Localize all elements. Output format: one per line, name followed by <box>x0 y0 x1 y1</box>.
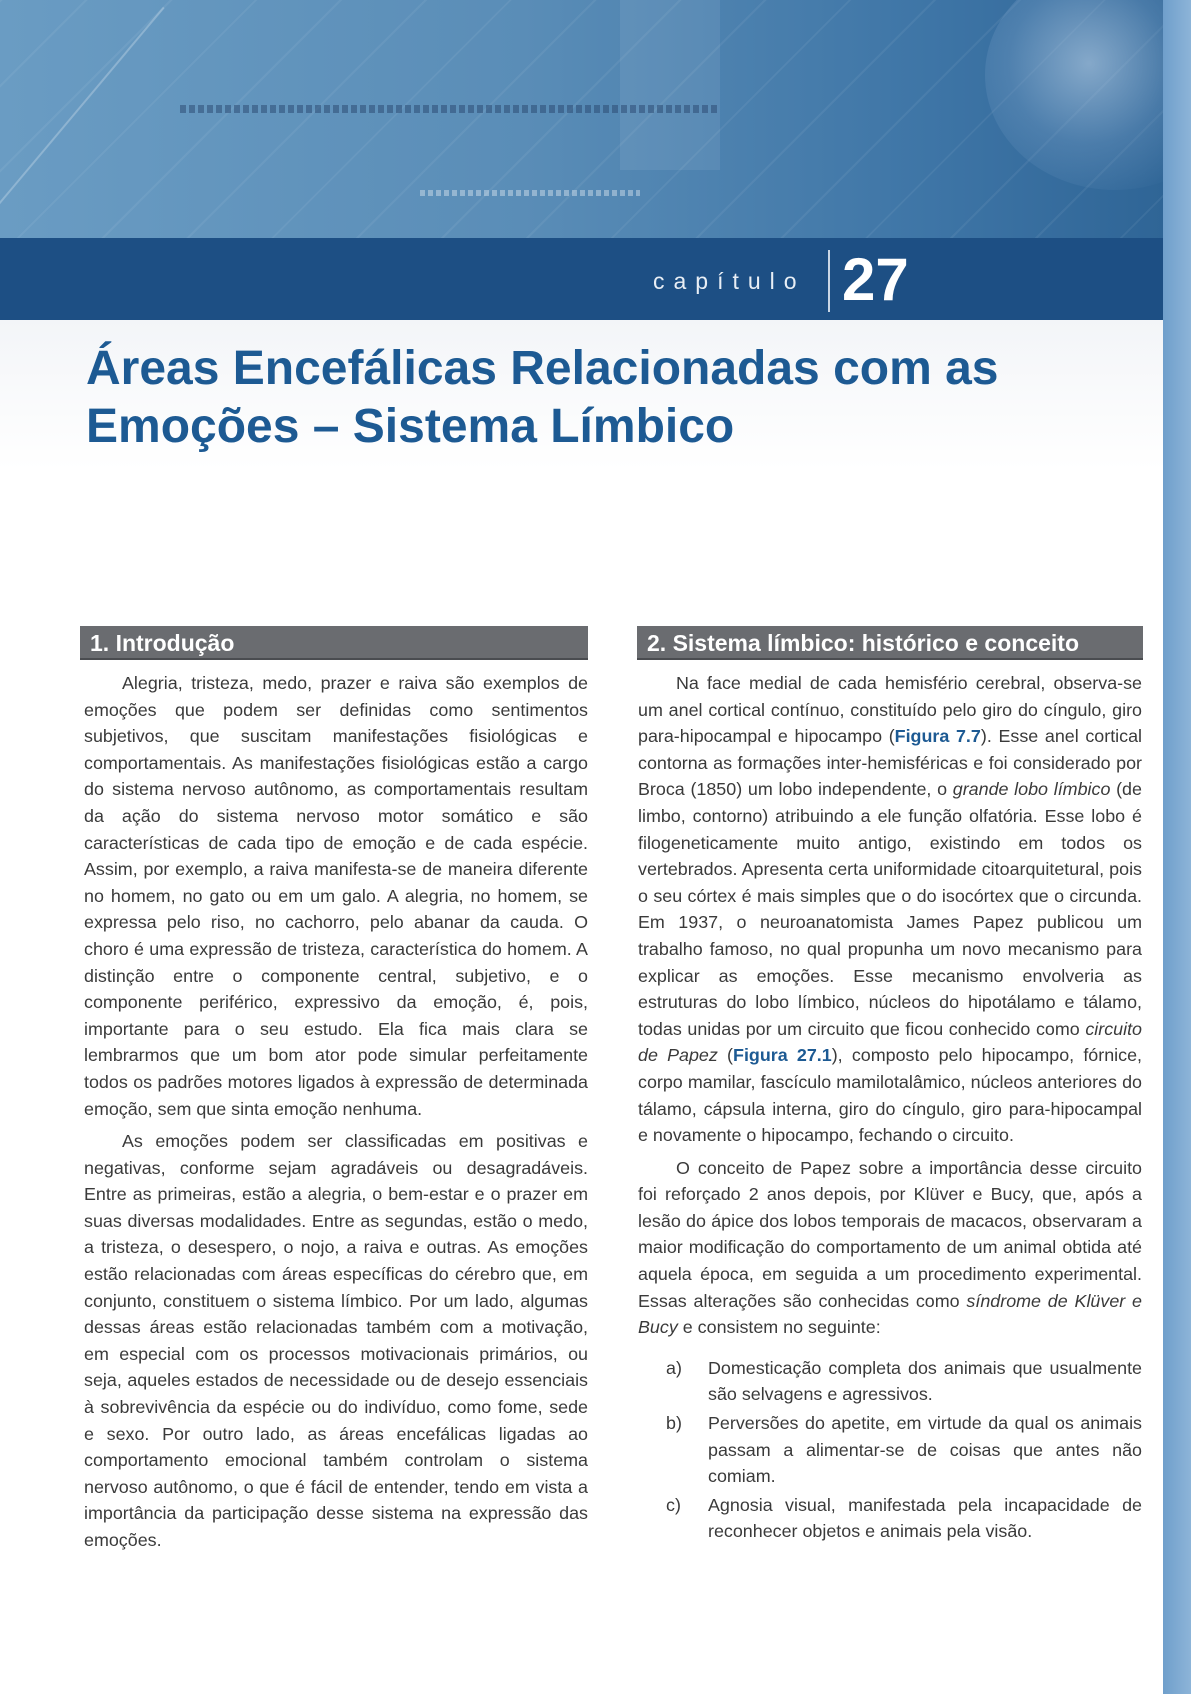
banner-decoration <box>0 7 165 238</box>
list-item-text: Agnosia visual, manifestada pela incapacidade de reconhecer objetos e animais pela visão. <box>708 1494 1142 1542</box>
text-run: ). Esse anel cortical contorna as formações inter-hemisféricas e foi considerado por Broca (1850) um lobo independente, o <box>638 726 1143 800</box>
text-run: (de limbo, contorno) atribuindo a ele função olfatória. Esse lobo é filogeneticamente muito antigo, existindo em todos os vertebrados. Apresenta certa uniformidade citoarquitetural, pois o seu córtex é mais simples que o do isocórtex que o circunda. Em 1937, o neuroanatomista James Papez publicou um trabalho famoso, no qual propunha um novo mecanismo para explicar as emoções. Esse mecanismo envolveria as estruturas do lobo límbico, núcleos do hipotálamo e tálamo, todas unidas por um circuito que ficou conhecido como <box>638 779 1142 1039</box>
page-edge-strip <box>1163 0 1191 1694</box>
list-item-text: Domesticação completa dos animais que usualmente são selvagens e agressivos. <box>708 1357 1142 1405</box>
list-item <box>638 1492 1142 1545</box>
chapter-divider <box>828 250 830 312</box>
emphasis-term: síndrome de Klüver e Bucy <box>638 1290 1142 1338</box>
list-item-text: Perversões do apetite, em virtude da qual os animais passam a alimentar-se de coisas que antes não comiam. <box>708 1413 1142 1487</box>
list-item <box>638 1355 1142 1408</box>
section-heading-sistema-limbico: 2. Sistema límbico: histórico e conceito <box>637 626 1143 660</box>
list-item <box>638 1410 1142 1490</box>
text-run: ), composto pelo hipocampo, fórnice, corpo mamilar, fascículo mamilotalâmico, núcleos anteriores do tálamo, cápsula interna, giro do cíngulo, giro para-hipocampal e novamente o hipocampo, fechando o circuito. <box>638 1045 1142 1146</box>
chapter-bar <box>0 238 1163 320</box>
section-heading-introducao: 1. Introdução <box>80 626 588 660</box>
text-run: e consistem no seguinte: <box>677 1317 881 1338</box>
list-marker: a) <box>666 1357 682 1378</box>
header-banner <box>0 0 1163 238</box>
paragraph <box>638 1155 1142 1341</box>
paragraph: As emoções podem ser classificadas em positivas e negativas, conforme sejam agradáveis ou desagradáveis. Entre as primeiras, estão a alegria, o bem-estar e o prazer em suas diversas modalidades. Entre as segundas, estão o medo, a tristeza, o desespero, o nojo, a raiva e outras. As emoções estão relacionadas com áreas específicas do cérebro que, em conjunto, constituem o sistema límbico. Por um lado, algumas dessas áreas estão relacionadas também com a motivação, em especial com os processos motivacionais primários, ou seja, aqueles estados de necessidade ou de desejo essenciais à sobrevivência da espécie ou do indivíduo, como fome, sede e sexo. Por outro lado, as áreas encefálicas ligadas ao comportamento emocional também controlam o sistema nervoso autônomo, o que é fácil de entender, tendo em vista a importância da participação desse sistema na expressão das emoções. <box>84 1131 588 1550</box>
paragraph <box>638 670 1142 1149</box>
chapter-label: capítulo <box>653 268 806 294</box>
paragraph: Alegria, tristeza, medo, prazer e raiva são exemplos de emoções que podem ser definidas como sentimentos subjetivos, que suscitam manifestações fisiológicas e comportamentais. As manifestações fisiológicas estão a cargo do sistema nervoso autônomo, as comportamentais resultam da ação do sistema nervoso motor somático e são características de cada tipo de emoção e de cada espécie. Assim, por exemplo, a raiva manifesta-se de maneira diferente no homem, no gato ou em um galo. A alegria, no homem, se expressa pelo riso, no cachorro, pelo abanar da cauda. O choro é uma expressão de tristeza, característica do homem. A distinção entre o componente central, subjetivo, e o componente periférico, expressivo da emoção, é, pois, importante para o seu estudo. Ela fica mais clara se lembrarmos que um bom ator pode simular perfeitamente todos os padrões motores ligados à expressão de determinada emoção, sem que sinta emoção nenhuma. <box>84 673 588 1119</box>
page-title: Áreas Encefálicas Relacionadas com as Emoções – Sistema Límbico <box>86 342 999 453</box>
banner-decoration <box>420 190 640 196</box>
section-2-body <box>638 670 1142 1547</box>
chapter-number: 27 <box>842 246 909 313</box>
banner-decoration <box>180 105 720 113</box>
list-marker: c) <box>666 1494 681 1515</box>
figure-reference: Figura 27.1 <box>733 1045 832 1066</box>
emphasis-term: circuito de Papez <box>638 1018 1142 1066</box>
section-1-body <box>84 670 588 1554</box>
text-run: O conceito de Papez sobre a importância desse circuito foi reforçado 2 anos depois, por Klüver e Bucy, que, após a lesão do ápice dos lobos temporais de macacos, observaram a maior modificação do comportamento de um animal obtida até aquela época, em seguida a um procedimento experimental. Essas alterações são conhecidas como <box>638 1157 1142 1311</box>
text-run: ( <box>717 1045 734 1066</box>
banner-decoration <box>620 0 720 170</box>
figure-reference: Figura 7.7 <box>894 726 981 747</box>
brain-illustration <box>985 0 1163 190</box>
emphasis-term: grande lobo límbico <box>952 779 1111 800</box>
symptom-list <box>638 1355 1142 1545</box>
list-marker: b) <box>666 1413 682 1434</box>
text-run: Na face medial de cada hemisfério cerebral, observa-se um anel cortical contínuo, constituído pelo giro do cíngulo, giro para-hipocampal e hipocampo ( <box>638 673 1142 747</box>
